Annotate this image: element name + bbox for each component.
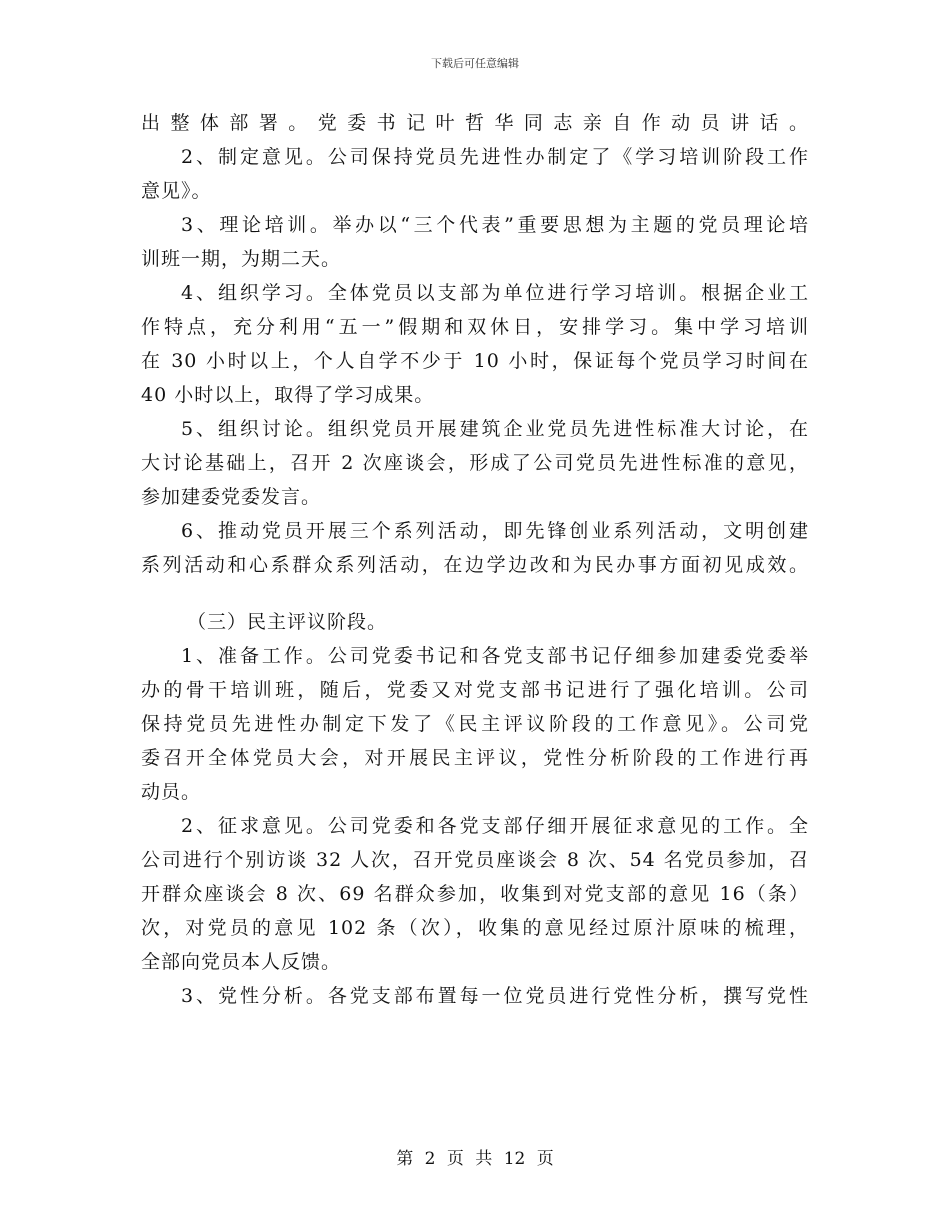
text-line: 2、制定意见。公司保持党员先进性办制定了《学习培训阶段工作 [181, 146, 809, 168]
text-line: 在 30 小时以上，个人自学不少于 10 小时，保证每个党员学习时间在 [141, 350, 809, 372]
text-line: 意见》。 [141, 180, 212, 202]
text-line: 6、推动党员开展三个系列活动，即先锋创业系列活动，文明创建 [181, 520, 809, 542]
text-line: 大讨论基础上，召开 2 次座谈会，形成了公司党员先进性标准的意见， [141, 452, 809, 474]
text-line: 40 小时以上，取得了学习成果。 [141, 384, 435, 406]
text-line: 开群众座谈会 8 次、69 名群众参加，收集到对党支部的意见 16（条） [141, 883, 809, 905]
text-line: 公司进行个别访谈 32 人次，召开党员座谈会 8 次、54 名党员参加，召 [141, 849, 809, 871]
text-line: 动员。 [141, 781, 202, 803]
text-line: 参加建委党委发言。 [141, 486, 322, 508]
text-line: 全部向党员本人反馈。 [141, 951, 342, 973]
document-body [141, 106, 809, 1013]
text-line: 4、组织学习。全体党员以支部为单位进行学习培训。根据企业工 [181, 282, 809, 304]
page-footer: 第 2 页 共 12 页 [396, 1149, 554, 1169]
page-header: 下载后可任意编辑 [431, 57, 519, 70]
text-line: 办的骨干培训班，随后，党委又对党支部书记进行了强化培训。公司 [141, 679, 809, 701]
text-line: 委召开全体党员大会，对开展民主评议，党性分析阶段的工作进行再 [141, 747, 809, 769]
section-heading: （三）民主评议阶段。 [187, 611, 388, 633]
text-line: 系列活动和心系群众系列活动，在边学边改和为民办事方面初见成效。 [141, 554, 809, 576]
text-line: 训班一期，为期二天。 [141, 248, 342, 270]
text-line: 1、准备工作。公司党委书记和各党支部书记仔细参加建委党委举 [181, 645, 809, 667]
text-line: 保持党员先进性办制定下发了《民主评议阶段的工作意见》。公司党 [141, 713, 809, 735]
text-line: 5、组织讨论。组织党员开展建筑企业党员先进性标准大讨论，在 [181, 418, 809, 440]
text-line: 2、征求意见。公司党委和各党支部仔细开展征求意见的工作。全 [181, 815, 809, 837]
text-line: 3、党性分析。各党支部布置每一位党员进行党性分析，撰写党性 [181, 985, 809, 1007]
text-line: 次，对党员的意见 102 条（次），收集的意见经过原汁原味的梳理， [141, 917, 809, 939]
text-line: 作特点，充分利用“五一”假期和双休日，安排学习。集中学习培训 [141, 316, 809, 338]
text-line: 3、理论培训。举办以“三个代表”重要思想为主题的党员理论培 [181, 214, 809, 236]
text-line: 出整体部署。党委书记叶哲华同志亲自作动员讲话。 [141, 112, 809, 134]
